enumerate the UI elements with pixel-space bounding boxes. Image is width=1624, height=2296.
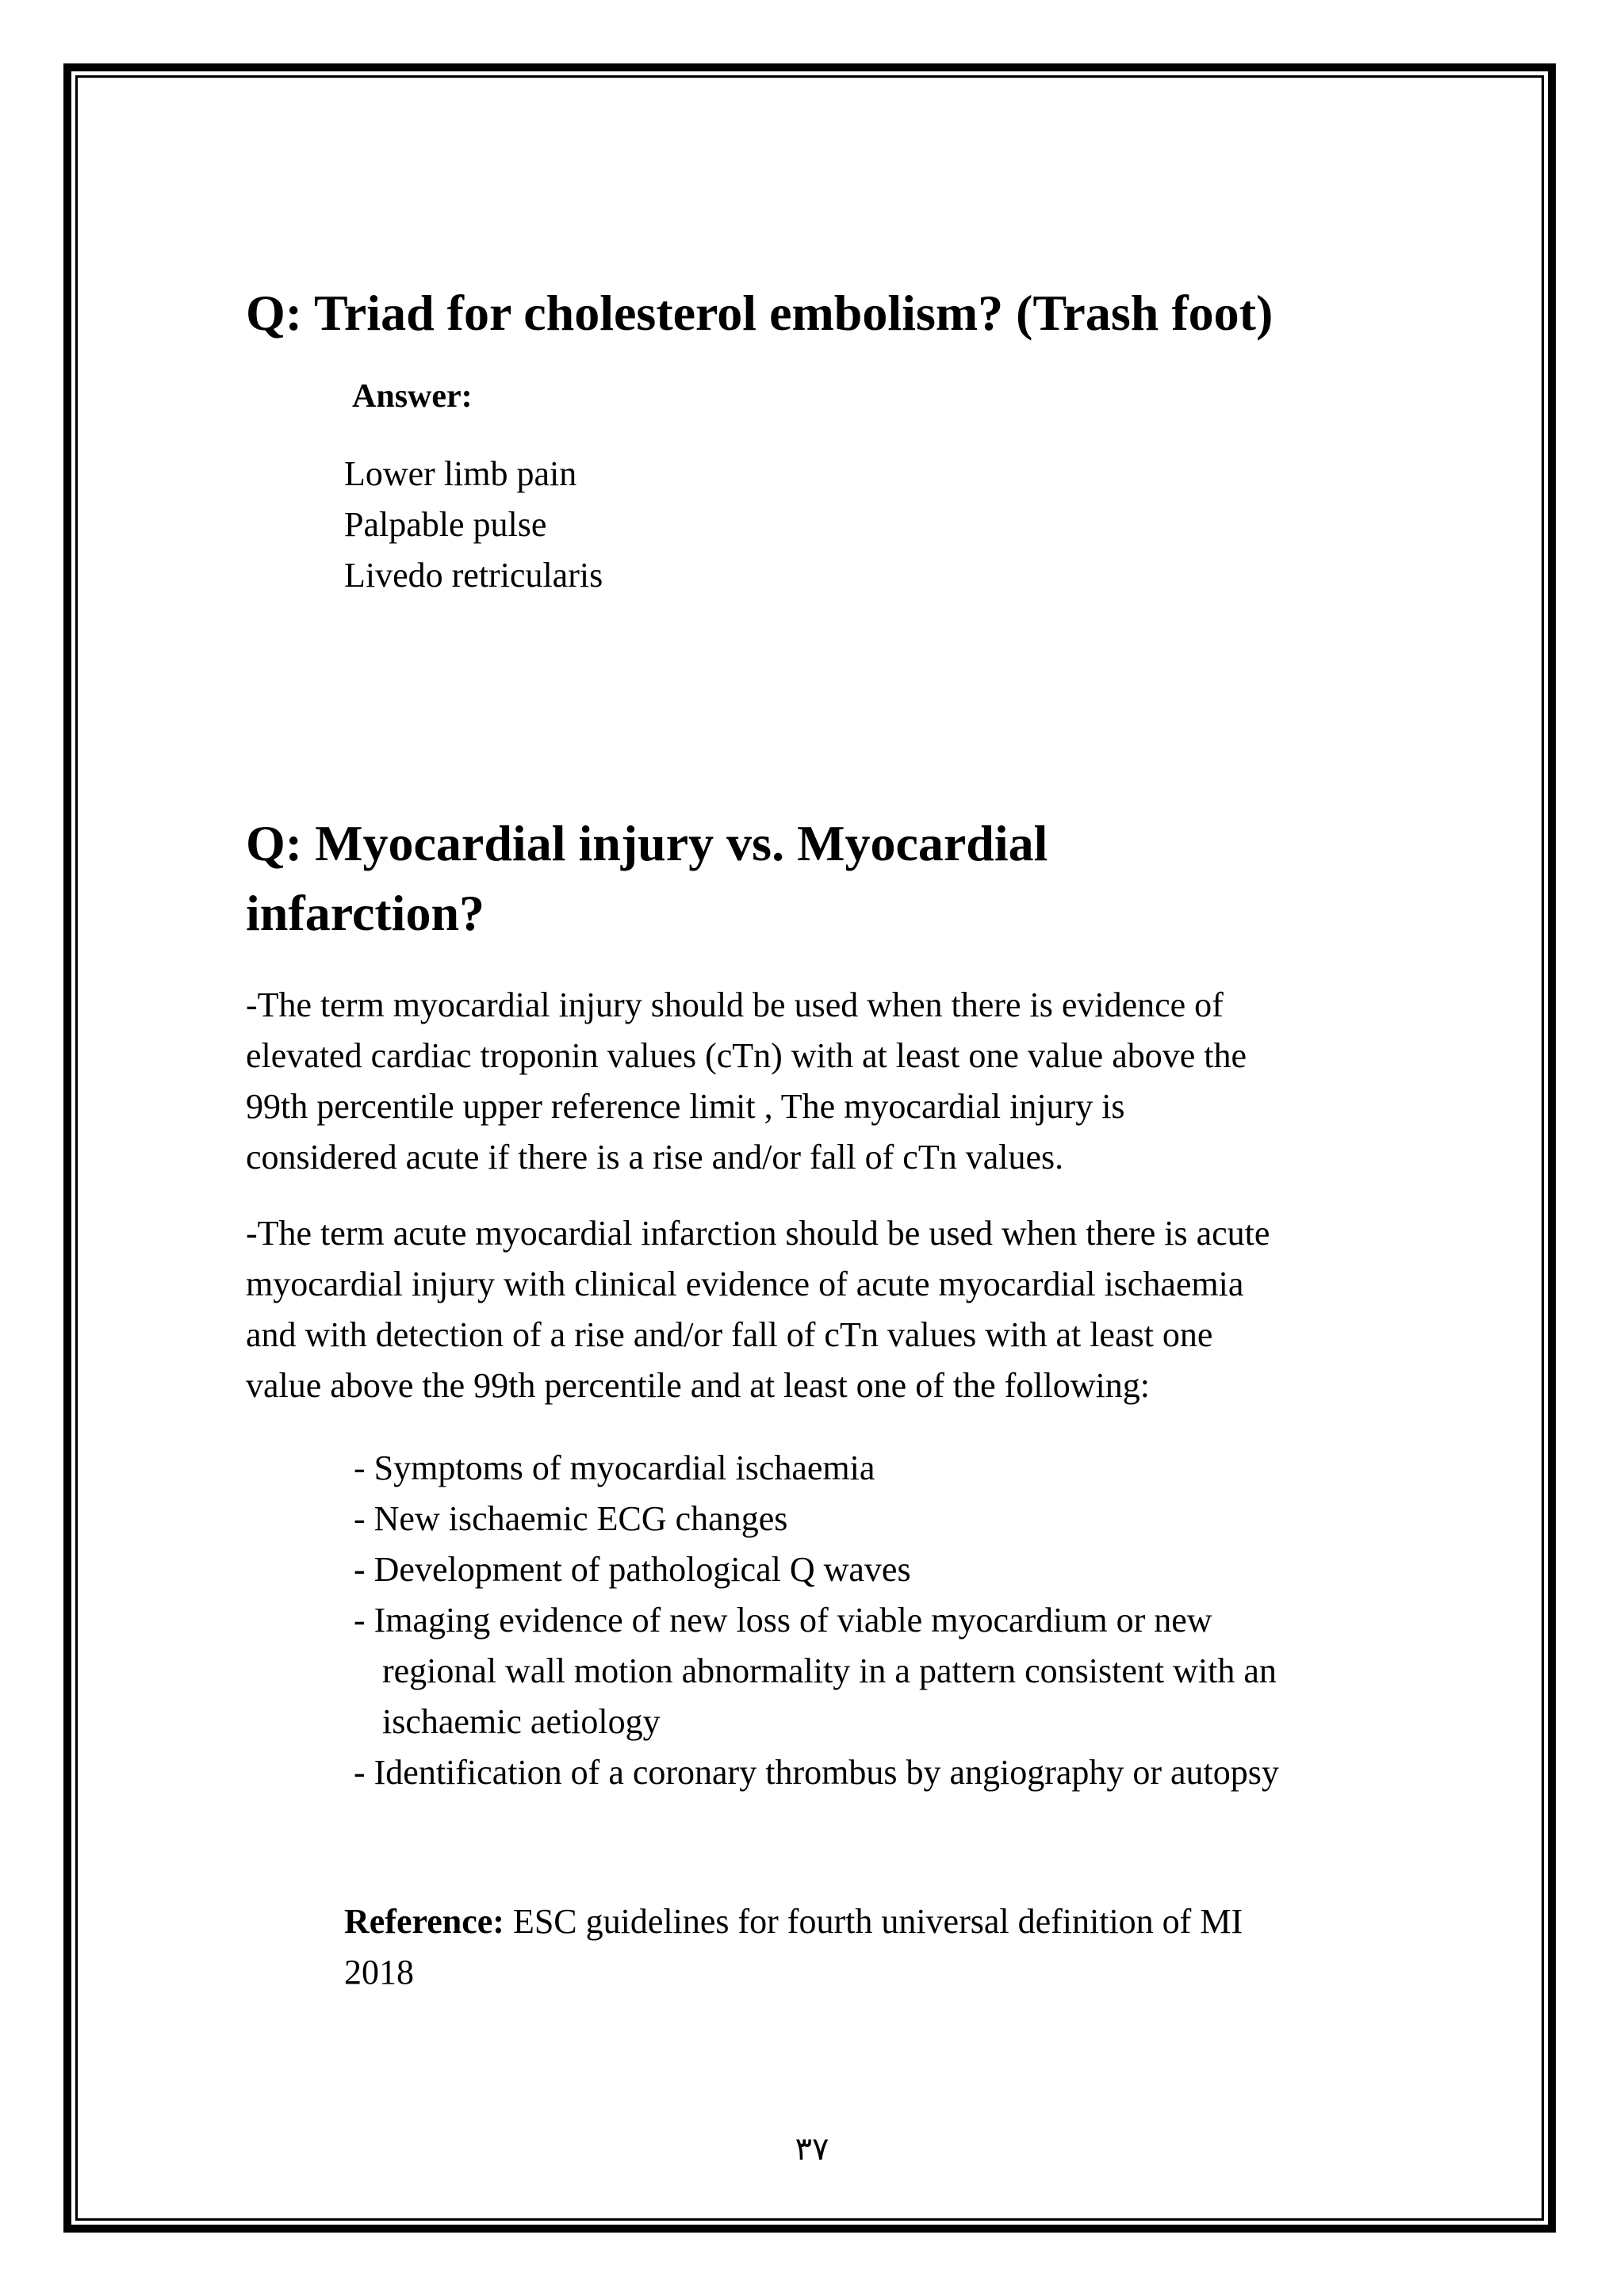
criteria-item: - Symptoms of myocardial ischaemia <box>354 1448 875 1487</box>
paragraph-line: -The term acute myocardial infarction should be used when there is acute <box>246 1214 1270 1253</box>
paragraph-myocardial-infarction <box>246 1208 1270 1411</box>
reference-label: Reference: <box>344 1902 504 1941</box>
paragraph-line: value above the 99th percentile and at least one of the following: <box>246 1366 1150 1405</box>
paragraph-myocardial-injury <box>246 980 1247 1183</box>
criteria-item: - Imaging evidence of new loss of viable myocardium or new <box>354 1601 1212 1640</box>
answer-item: Livedo retricularis <box>344 556 603 595</box>
answer-label: Answer: <box>352 378 473 415</box>
paragraph-line: -The term myocardial injury should be used when there is evidence of <box>246 985 1224 1024</box>
reference <box>344 1896 1243 1998</box>
reference-text: ESC guidelines for fourth universal definition of MI <box>504 1902 1243 1941</box>
paragraph-line: considered acute if there is a rise and/or fall of cTn values. <box>246 1138 1064 1177</box>
criteria-item: - New ischaemic ECG changes <box>354 1499 788 1538</box>
paragraph-line: and with detection of a rise and/or fall of cTn values with at least one <box>246 1315 1213 1354</box>
criteria-item: - Identification of a coronary thrombus by angiography or autopsy <box>354 1753 1279 1792</box>
criteria-list <box>354 1443 1279 1798</box>
question-2-title-line-2: infarction? <box>246 885 485 941</box>
reference-line-1 <box>344 1896 1243 1947</box>
page-number: ٣٧ <box>795 2131 829 2168</box>
answer-item: Lower limb pain <box>344 454 577 493</box>
criteria-item: - Development of pathological Q waves <box>354 1550 911 1589</box>
question-2-title-line-1: Q: Myocardial injury vs. Myocardial <box>246 815 1048 871</box>
answer-list <box>344 449 603 601</box>
reference-line-2: 2018 <box>344 1953 414 1992</box>
paragraph-line: myocardial injury with clinical evidence of acute myocardial ischaemia <box>246 1265 1244 1303</box>
paragraph-line: 99th percentile upper reference limit , The myocardial injury is <box>246 1087 1125 1126</box>
question-1-title: Q: Triad for cholesterol embolism? (Trash foot) <box>246 285 1274 341</box>
answer-item: Palpable pulse <box>344 505 547 544</box>
criteria-item-continuation: regional wall motion abnormality in a pattern consistent with an <box>382 1651 1277 1690</box>
criteria-item-continuation: ischaemic aetiology <box>382 1702 661 1741</box>
paragraph-line: elevated cardiac troponin values (cTn) with at least one value above the <box>246 1036 1247 1075</box>
